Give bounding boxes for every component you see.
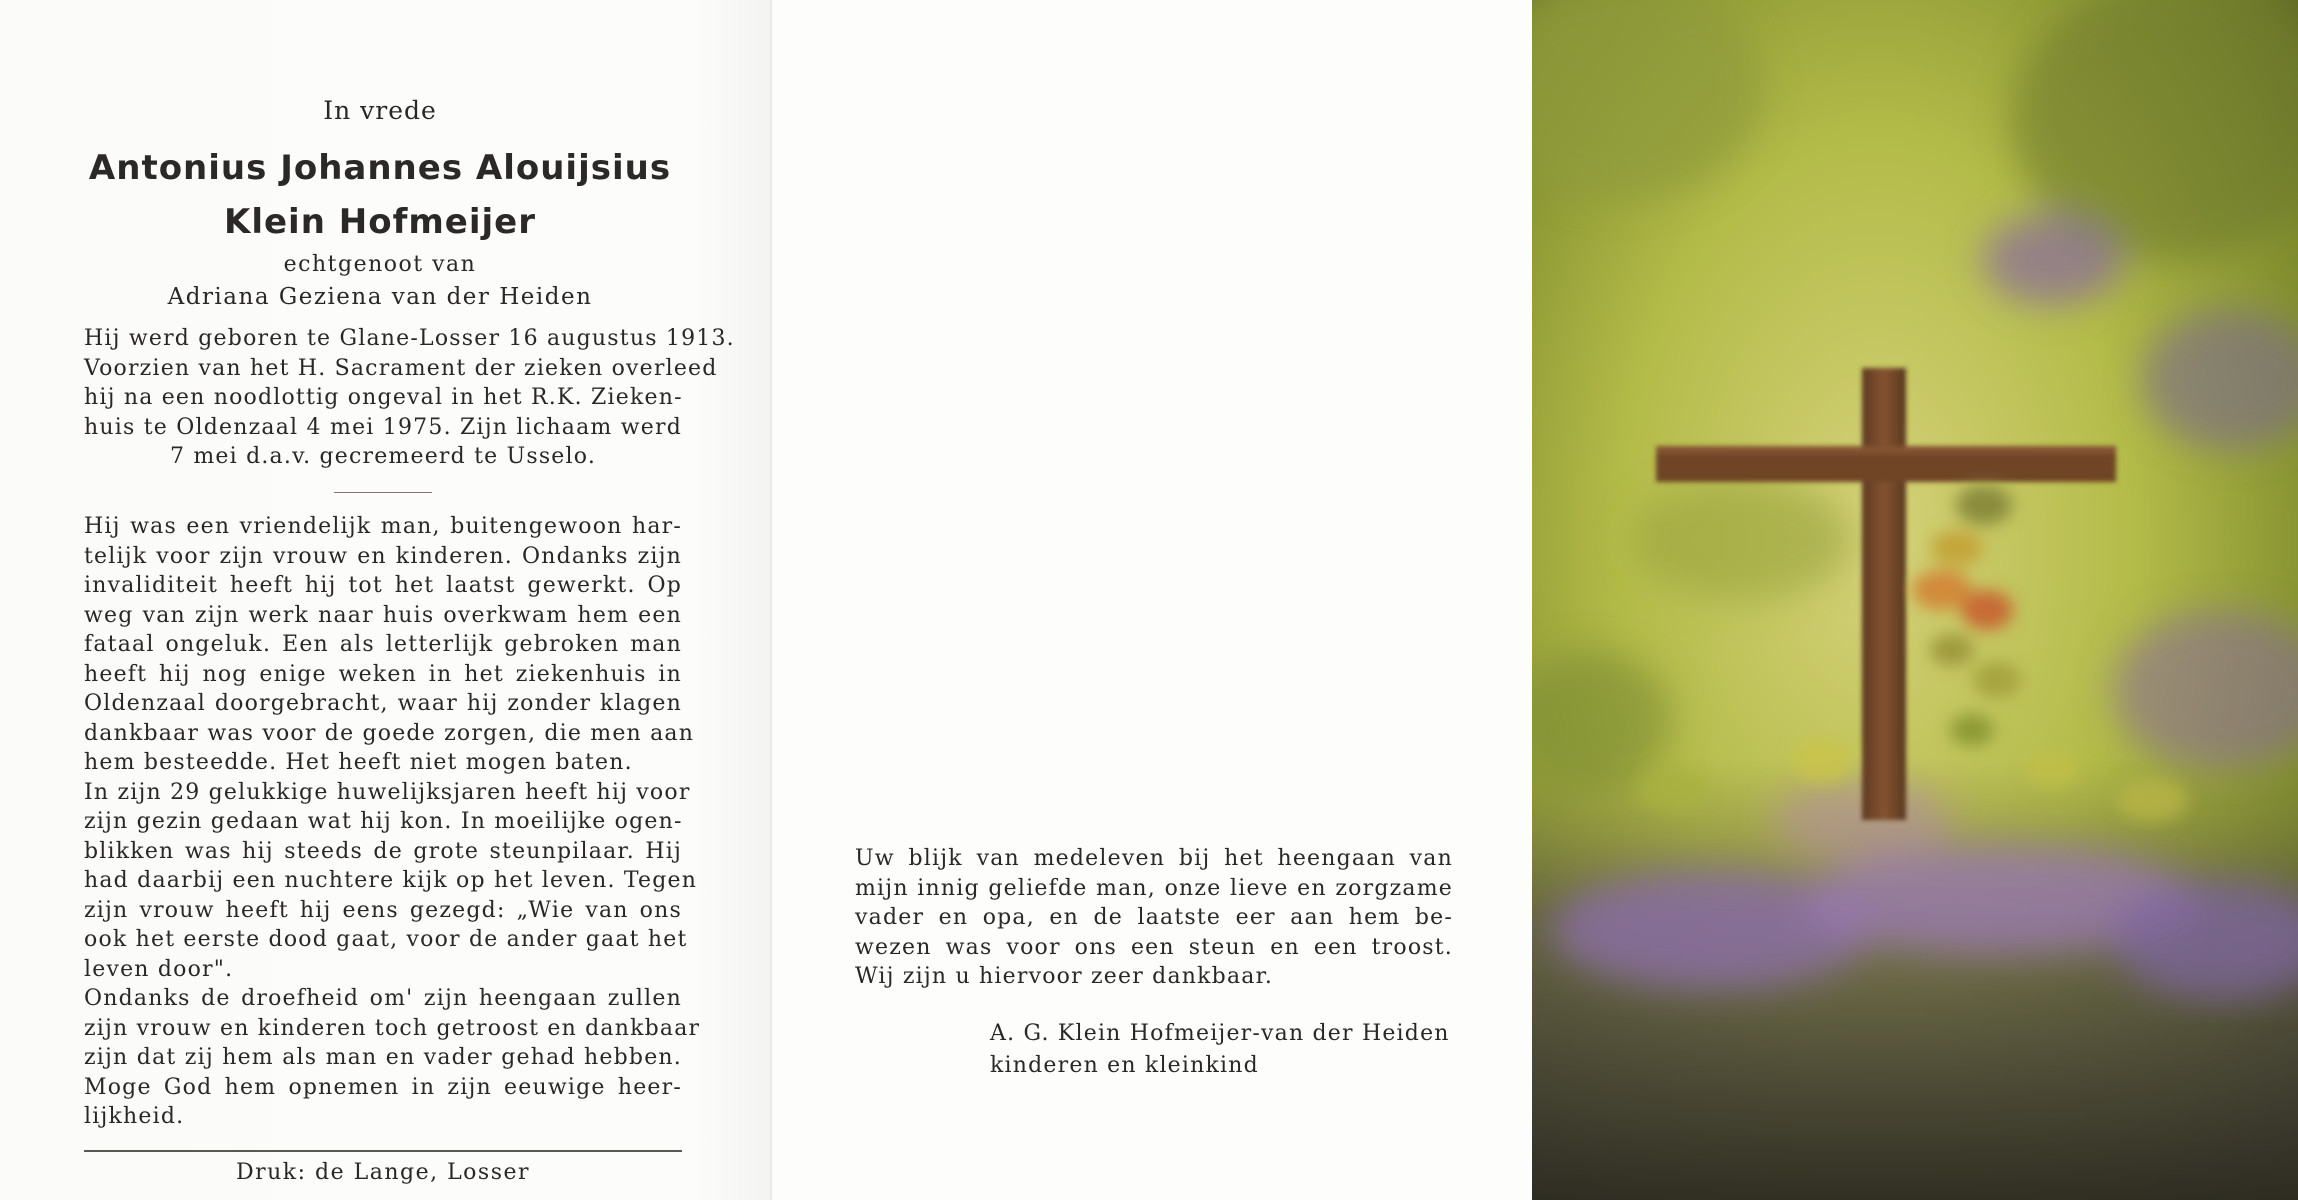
text-line: Hij was een vriendelijk man, buitengewoon har- xyxy=(84,514,682,539)
bio-line: Voorzien van het H. Sacrament der zieken overleed xyxy=(84,355,718,381)
text-line: zijn vrouw en kinderen toch getroost en dankbaar xyxy=(84,1015,701,1041)
thanks-line: Wij zijn u hiervoor zeer dankbaar. xyxy=(855,964,1274,989)
text-line: Oldenzaal doorgebracht, waar hij zonder klagen xyxy=(84,691,682,716)
heading-in-vrede: In vrede xyxy=(323,96,437,125)
signature-family: kinderen en kleinkind xyxy=(990,1053,1259,1078)
section-divider xyxy=(334,492,432,493)
text-line: zijn gezin gedaan wat hij kon. In moeilijke ogen- xyxy=(84,809,683,834)
printer-credit: Druk: de Lange, Losser xyxy=(235,1160,531,1185)
bio-line: Hij werd geboren te Glane-Losser 16 augustus 1913. xyxy=(84,326,735,351)
cross-vertical-beam xyxy=(1862,368,1906,820)
text-line: zijn vrouw heeft hij eens gezegd: „Wie van ons xyxy=(84,897,682,923)
biography-paragraph xyxy=(84,324,735,472)
text-line: weg van zijn werk naar huis overkwam hem een xyxy=(84,602,682,628)
thanks-line: wezen was voor ons een steun en een troost. xyxy=(855,934,1453,960)
signature-name: A. G. Klein Hofmeijer-van der Heiden xyxy=(990,1021,1450,1046)
bio-line: hij na een noodlottig ongeval in het R.K. Zieken- xyxy=(84,385,683,410)
text-line: dankbaar was voor de goede zorgen, die men aan xyxy=(84,720,695,746)
deceased-name-line1: Antonius Johannes Alouijsius xyxy=(88,148,672,188)
text-line: fataal ongeluk. Een als letterlijk gebroken man xyxy=(84,632,682,657)
text-line: Moge God hem opnemen in zijn eeuwige heer- xyxy=(84,1074,682,1100)
spouse-name: Adriana Geziena van der Heiden xyxy=(167,284,593,310)
cross-photo xyxy=(1532,0,2298,1200)
text-line: zijn dat zij hem als man en vader gehad hebben. xyxy=(84,1045,682,1070)
text-line: invaliditeit heeft hij tot het laatst gewerkt. Op xyxy=(84,573,682,598)
text-line: blikken was hij steeds de grote steunpilaar. Hij xyxy=(84,838,682,864)
footer-divider xyxy=(84,1150,682,1152)
thanks-line: vader en opa, en de laatste eer aan hem be- xyxy=(855,905,1453,930)
thanks-line: mijn innig geliefde man, onze lieve en zorgzame xyxy=(855,875,1453,901)
text-line: In zijn 29 gelukkige huwelijksjaren heeft hij voor xyxy=(84,779,691,805)
thanks-paragraph xyxy=(855,844,1453,992)
text-line: heeft hij nog enige weken in het ziekenhuis in xyxy=(84,661,682,687)
signature-block xyxy=(990,1018,1450,1082)
bio-line: 7 mei d.a.v. gecremeerd te Usselo. xyxy=(169,444,597,469)
deceased-name-line2: Klein Hofmeijer xyxy=(224,202,536,242)
thanks-line: Uw blijk van medeleven bij het heengaan van xyxy=(855,846,1453,871)
text-line: ook het eerste dood gaat, voor de ander gaat het xyxy=(84,927,688,952)
text-line: leven door". xyxy=(84,956,234,982)
text-line: lijkheid. xyxy=(84,1104,185,1129)
spouse-label: echtgenoot van xyxy=(283,252,477,277)
text-line: telijk voor zijn vrouw en kinderen. Ondanks zijn xyxy=(84,543,682,569)
text-line: had daarbij een nuchtere kijk op het leven. Tegen xyxy=(84,868,698,893)
memorial-text xyxy=(84,512,701,1132)
text-line: Ondanks de droefheid om' zijn heengaan zullen xyxy=(84,986,682,1011)
text-line: hem besteedde. Het heeft niet mogen baten. xyxy=(84,750,633,775)
bio-line: huis te Oldenzaal 4 mei 1975. Zijn lichaam werd xyxy=(84,414,682,440)
